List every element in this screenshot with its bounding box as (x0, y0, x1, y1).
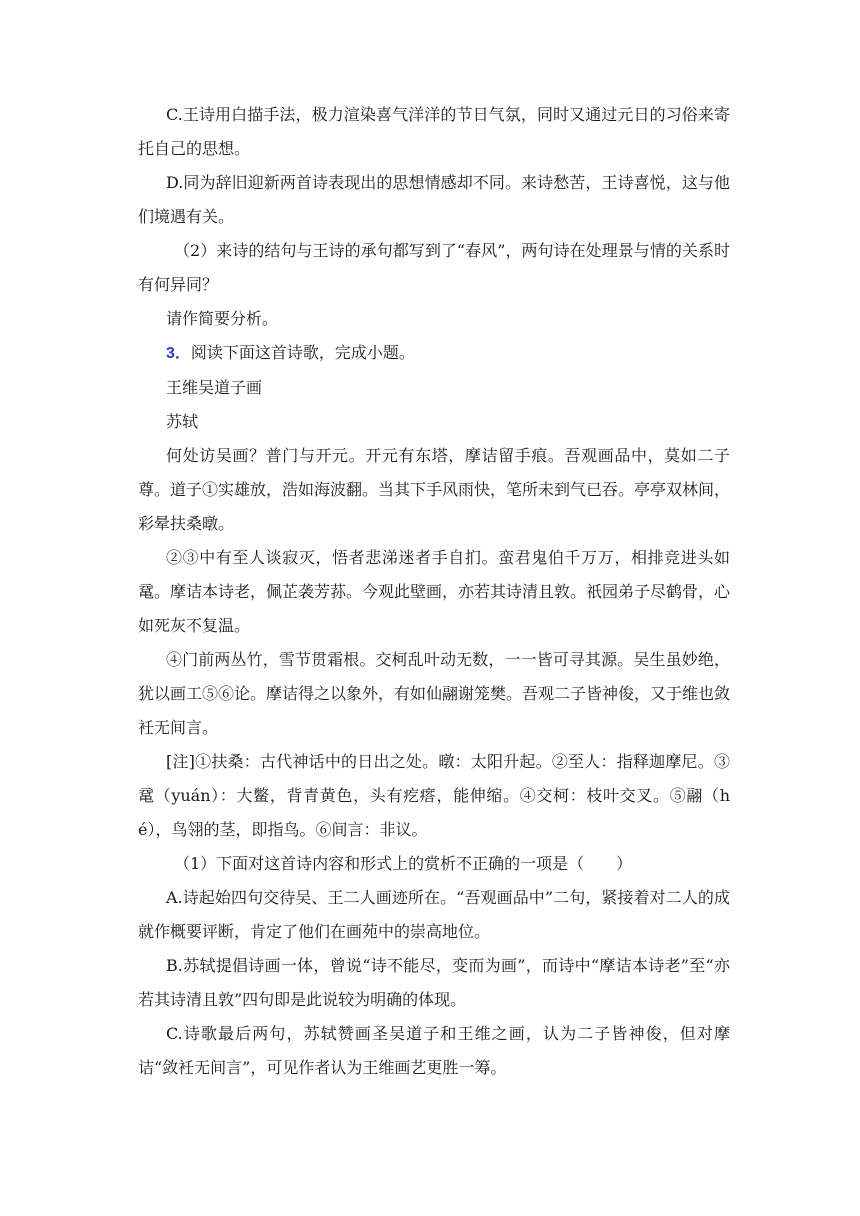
option-c-wang-poem: C.王诗用白描手法，极力渲染喜气洋洋的节日气氛，同时又通过元日的习俗来寄托自己的思想。 (138, 105, 730, 158)
question-3-text: 阅读下面这首诗歌，完成小题。 (190, 343, 415, 362)
poem-title: 王维吴道子画 (166, 378, 263, 397)
option-b: B.苏轼提倡诗画一体，曾说“诗不能尽，变而为画”，而诗中“摩诘本诗老”至“亦若其诗清且敦”四句即是此说较为明确的体现。 (138, 956, 730, 1009)
option-a: A.诗起始四句交待吴、王二人画迹所在。“吾观画品中”二句，紧接着对二人的成就作概要评断，肯定了他们在画苑中的崇高地位。 (138, 888, 730, 941)
option-d-comparison: D.同为辞旧迎新两首诗表现出的思想情感却不同。来诗愁苦，王诗喜悦，这与他们境遇有关。 (138, 173, 730, 226)
question-2-part-2-instruction: 请作简要分析。 (166, 309, 279, 328)
poem-author: 苏轼 (166, 412, 199, 431)
poem-stanza-2: ②③中有至人谈寂灭，悟者悲涕迷者手自扪。蛮君鬼伯千万万，相排竞进头如鼋。摩诘本诗老，佩芷袭芳荪。今观此壁画，亦若其诗清且敦。祇园弟子尽鹤骨，心如死灰不复温。 (138, 548, 731, 635)
option-c-final: C.诗歌最后两句，苏轼赞画圣吴道子和王维之画，认为二子皆神俊，但对摩诘“敛衽无间言”，可见作者认为王维画艺更胜一筹。 (138, 1024, 730, 1077)
poem-stanza-1: 何处访吴画？普门与开元。开元有东塔，摩诘留手痕。吾观画品中，莫如二子尊。道子①实雄放，浩如海波翻。当其下手风雨快，笔所未到气已吞。亭亭双林间，彩晕扶桑暾。 (138, 446, 731, 533)
question-3-heading (138, 336, 730, 371)
poem-notes: [注]①扶桑：古代神话中的日出之处。暾：太阳升起。②至人：指释迦摩尼。③鼋（yuán）：大鳖，背青黄色，头有疙瘩，能伸缩。④交柯：枝叶交叉。⑤翮（hé），鸟翎的茎，即指鸟。⑥间言：非议。 (138, 752, 730, 839)
poem-stanza-3: ④门前两丛竹，雪节贯霜根。交柯乱叶动无数，一一皆可寻其源。吴生虽妙绝，犹以画工⑤⑥论。摩诘得之以象外，有如仙翮谢笼樊。吾观二子皆神俊，又于维也敛衽无间言。 (138, 650, 731, 737)
question-number: 3． (166, 345, 191, 362)
document-page (138, 98, 730, 1085)
question-3-part-1: （1）下面对这首诗内容和形式上的赏析不正确的一项是（ ） (174, 854, 633, 873)
question-2-part-2: （2）来诗的结句与王诗的承句都写到了“春风”，两句诗在处理景与情的关系时有何异同？ (138, 241, 730, 294)
